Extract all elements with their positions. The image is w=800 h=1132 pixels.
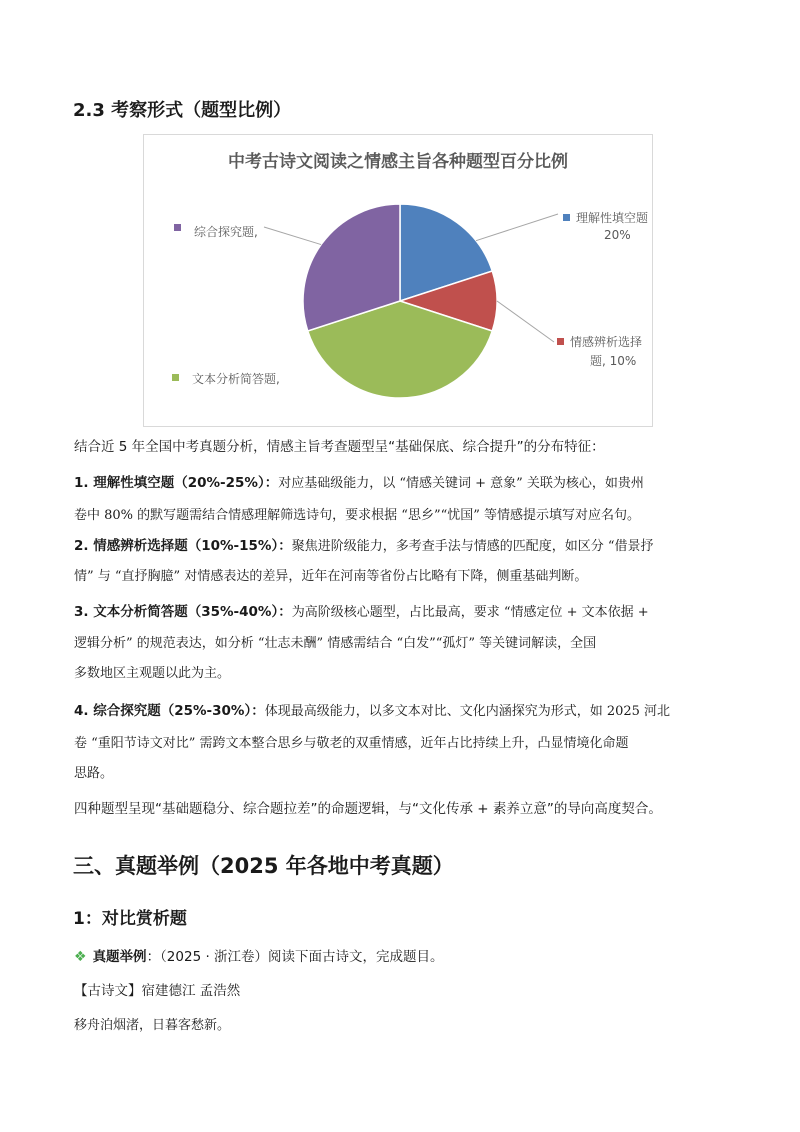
label-inquiry: 综合探究题, xyxy=(194,225,258,239)
poem-title: 【古诗文】宿建德江 孟浩然 xyxy=(74,983,241,999)
chart-title: 中考古诗文阅读之情感主旨各种题型百分比例 xyxy=(228,152,568,172)
item-2-line2: 情” 与 “直抒胸臆” 对情感表达的差异，近年在河南等省份占比略有下降，侧重基础判断。 xyxy=(74,569,588,584)
section-heading: 2.3 考察形式（题型比例） xyxy=(73,100,292,121)
item-3-line3: 多数地区主观题以此为主。 xyxy=(74,666,231,681)
example-line xyxy=(74,947,444,967)
item-3-colon: ： xyxy=(278,604,292,620)
label-fill-value: 20% xyxy=(604,228,631,242)
item-3-text1: 为高阶级核心题型，占比最高，要求 “情感定位 + 文本依据 + xyxy=(291,605,649,620)
pie-chart xyxy=(143,134,653,427)
legend-fill xyxy=(563,209,648,226)
item-1-line1 xyxy=(74,473,644,494)
legend-short-answer xyxy=(172,371,185,385)
label-choice-line1: 情感辨析选择 xyxy=(570,335,643,349)
item-1-line2: 卷中 80% 的默写题需结合情感理解筛选诗句，要求根据 “思乡”“忧国” 等情感提示填写对应名句。 xyxy=(74,508,641,523)
leader-line-0 xyxy=(476,214,558,241)
item-3-head: 3. 文本分析简答题（35%-40%） xyxy=(74,604,279,620)
diamond-bullet-icon: ❖ xyxy=(74,949,87,965)
item-2-colon: ： xyxy=(278,538,292,554)
label-short-answer: 文本分析简答题, xyxy=(192,372,280,386)
item-4-line2: 卷 “重阳节诗文对比” 需跨文本整合思乡与敬老的双重情感，近年占比持续上升，凸显情境化命题 xyxy=(74,736,629,751)
chapter-heading: 三、真题举例（2025 年各地中考真题） xyxy=(73,854,454,878)
item-4-head: 4. 综合探究题（25%-30%） xyxy=(74,703,252,719)
item-3-line2: 逻辑分析” 的规范表达，如分析 “壮志未酬” 情感需结合 “白发”“孤灯” 等关键词解读，全国 xyxy=(74,636,597,651)
item-3-line1 xyxy=(74,602,649,623)
legend-inquiry xyxy=(174,221,187,235)
item-1-text1: 对应基础级能力，以 “情感关键词 + 意象” 关联为核心，如贵州 xyxy=(278,476,644,491)
leader-line-1 xyxy=(497,301,554,342)
item-1-colon: ： xyxy=(264,475,279,491)
summary-paragraph: 四种题型呈现“基础题稳分、综合题拉差”的命题逻辑，与“文化传承 + 素养立意”的导向高度契合。 xyxy=(74,801,662,817)
leader-line-3 xyxy=(264,227,321,245)
legend-inquiry-marker xyxy=(174,224,181,231)
legend-choice-marker xyxy=(557,338,564,345)
label-choice-line2: 题, 10% xyxy=(590,354,637,368)
legend-short-marker xyxy=(172,374,179,381)
item-4-colon: ： xyxy=(251,703,265,719)
item-4-line1 xyxy=(74,701,670,722)
item-2-head: 2. 情感辨析选择题（10%-15%） xyxy=(74,538,279,554)
poem-line: 移舟泊烟渚，日暮客愁新。 xyxy=(74,1018,231,1033)
legend-fill-marker xyxy=(563,214,570,221)
label-fill-name: 理解性填空题 xyxy=(576,211,649,225)
intro-paragraph: 结合近 5 年全国中考真题分析，情感主旨考查题型呈“基础保底、综合提升”的分布特征： xyxy=(74,439,605,455)
legend-choice xyxy=(557,333,642,350)
sub-heading: 1：对比赏析题 xyxy=(73,909,187,929)
item-2-line1 xyxy=(74,536,653,557)
item-2-text1: 聚焦进阶级能力，多考查手法与情感的匹配度，如区分 “借景抒 xyxy=(291,539,654,554)
example-text: ：（2025 · 浙江卷）阅读下面古诗文，完成题目。 xyxy=(146,949,444,965)
item-4-line3: 思路。 xyxy=(74,766,114,781)
example-label: 真题举例 xyxy=(92,949,147,965)
item-1-head: 1. 理解性填空题（20%-25%） xyxy=(74,475,265,491)
item-4-text1: 体现最高级能力，以多文本对比、文化内涵探究为形式，如 2025 河北 xyxy=(264,704,671,719)
